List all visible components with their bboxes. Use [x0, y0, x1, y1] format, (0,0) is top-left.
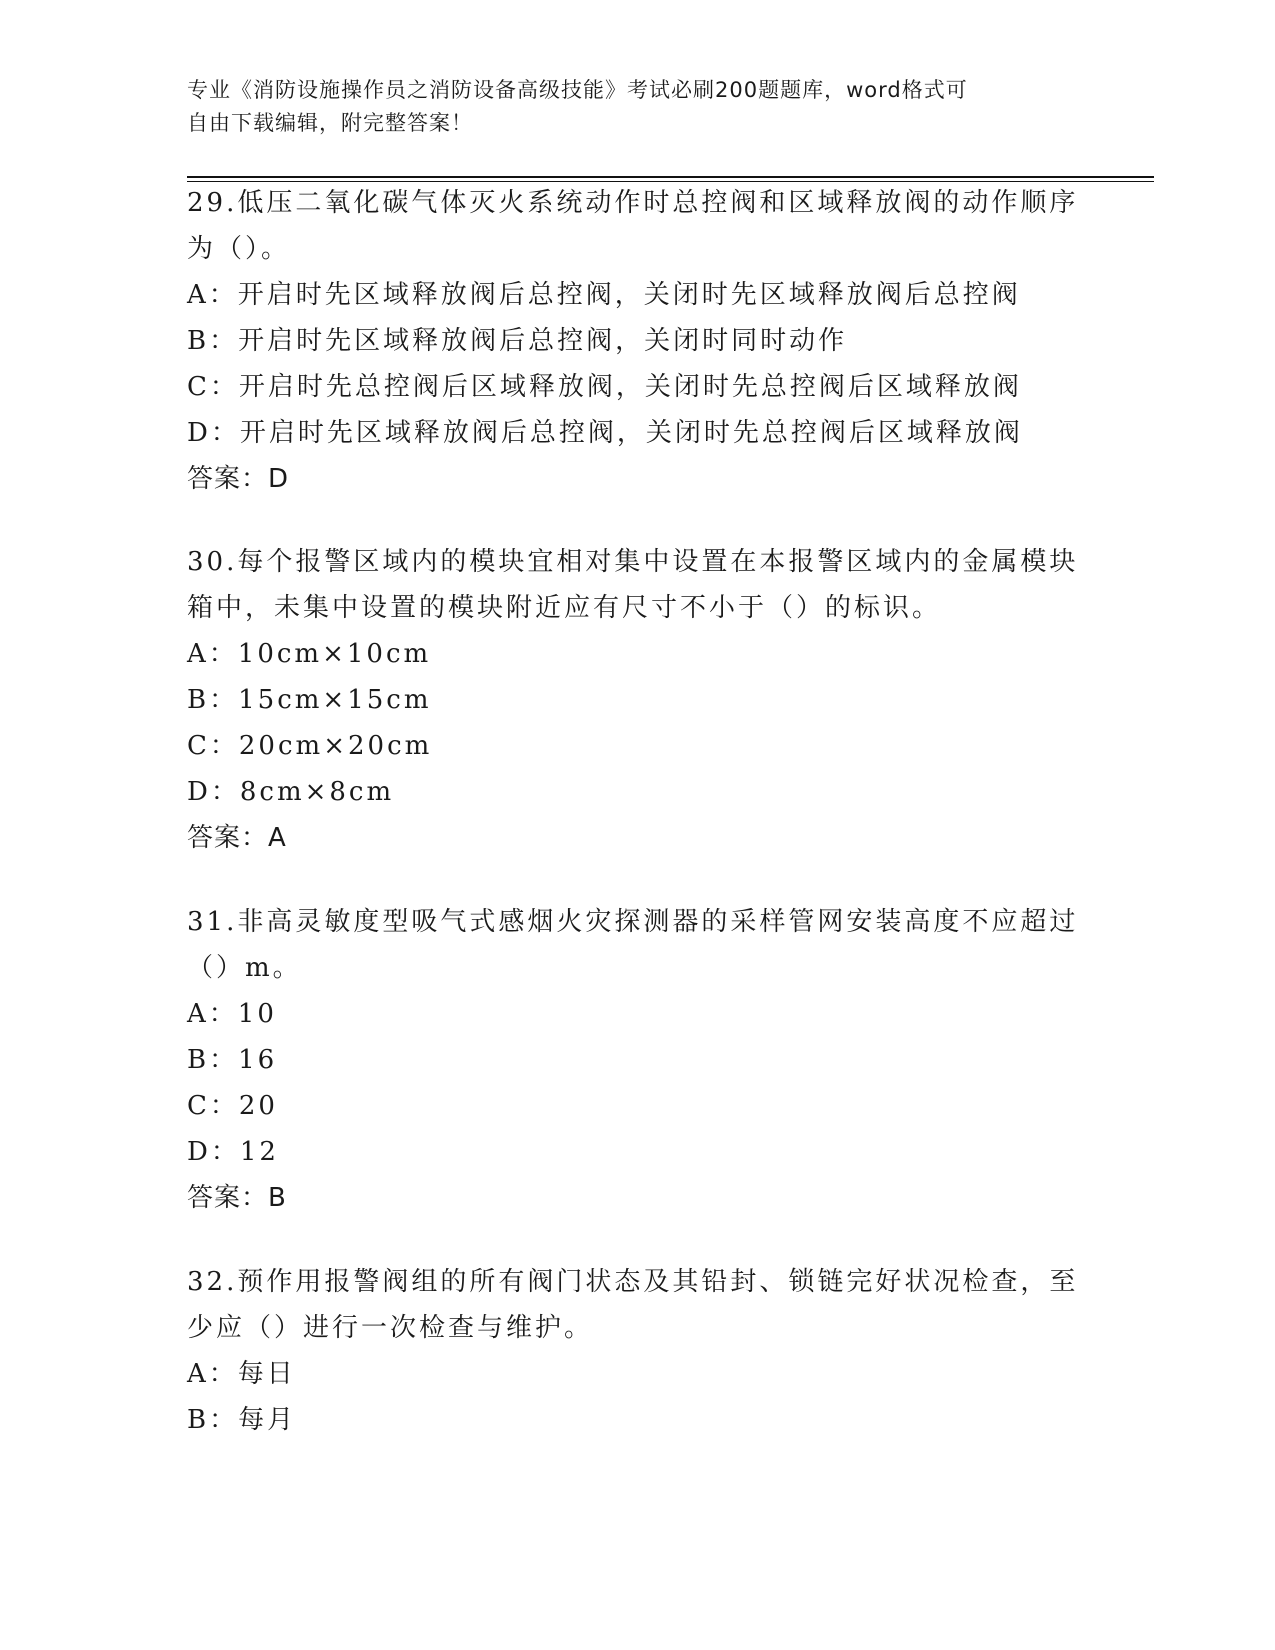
option-a: A：10: [187, 999, 277, 1029]
question-stem-line: 29.低压二氧化碳气体灭火系统动作时总控阀和区域释放阀的动作顺序: [187, 188, 1079, 218]
answer-label: 答案：A: [187, 823, 287, 853]
option-c: C：开启时先总控阀后区域释放阀，关闭时先总控阀后区域释放阀: [187, 372, 1022, 402]
question-stem-line: （）m。: [187, 953, 302, 983]
header-divider-thick: [187, 176, 1154, 178]
question-30: [187, 539, 1087, 861]
option-b: B：16: [187, 1045, 278, 1075]
question-stem-line: 31.非高灵敏度型吸气式感烟火灾探测器的采样管网安装高度不应超过: [187, 907, 1079, 937]
document-header: [187, 74, 1067, 140]
option-c: C：20cm×20cm: [187, 731, 433, 761]
question-stem-line: 为（）。: [187, 234, 291, 264]
option-d: D：12: [187, 1137, 279, 1167]
option-b: B：开启时先区域释放阀后总控阀，关闭时同时动作: [187, 326, 848, 356]
option-c: C：20: [187, 1091, 278, 1121]
option-a: A：每日: [187, 1359, 296, 1389]
option-d: D：开启时先区域释放阀后总控阀，关闭时先总控阀后区域释放阀: [187, 418, 1023, 448]
option-a: A：开启时先区域释放阀后总控阀，关闭时先区域释放阀后总控阀: [187, 280, 1021, 310]
answer-label: 答案：D: [187, 464, 290, 494]
question-29: [187, 180, 1087, 502]
question-stem-line: 少应（）进行一次检查与维护。: [187, 1313, 594, 1343]
question-stem-line: 32.预作用报警阀组的所有阀门状态及其铅封、锁链完好状况检查，至: [187, 1267, 1079, 1297]
option-b: B：15cm×15cm: [187, 685, 432, 715]
question-32: [187, 1259, 1087, 1443]
option-d: D：8cm×8cm: [187, 777, 395, 807]
answer-label: 答案：B: [187, 1183, 287, 1213]
question-31: [187, 899, 1087, 1221]
header-line-2: 自由下载编辑，附完整答案！: [187, 111, 473, 135]
question-stem-line: 30.每个报警区域内的模块宜相对集中设置在本报警区域内的金属模块: [187, 547, 1079, 577]
question-stem-line: 箱中，未集中设置的模块附近应有尺寸不小于（）的标识。: [187, 593, 942, 623]
option-a: A：10cm×10cm: [187, 639, 432, 669]
header-line-1: 专业《消防设施操作员之消防设备高级技能》考试必刷200题题库，word格式可: [187, 78, 968, 102]
option-b: B：每月: [187, 1405, 297, 1435]
